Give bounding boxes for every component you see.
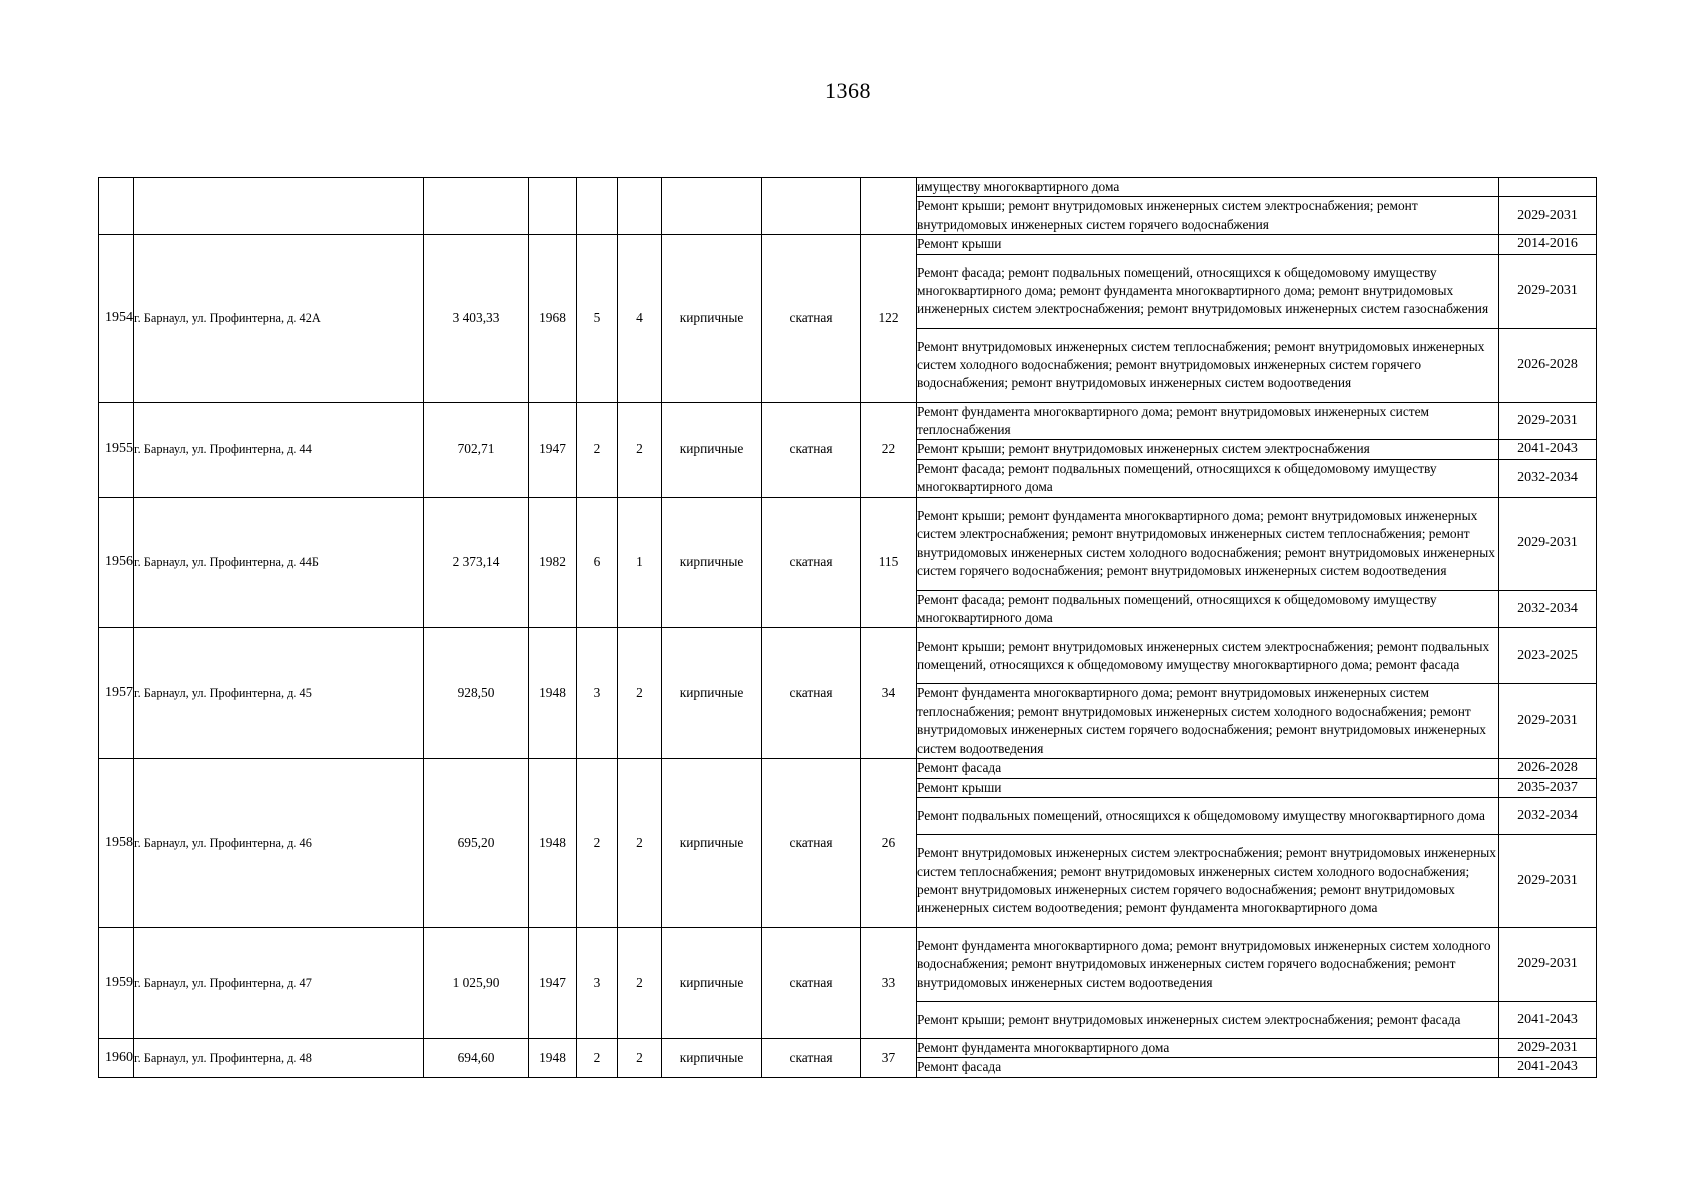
cell-period: 2032-2034 [1499, 797, 1597, 834]
cell-year: 1968 [529, 235, 577, 402]
cell-year [529, 178, 577, 235]
cell-address: г. Барнаул, ул. Профинтерна, д. 48 [134, 1038, 424, 1077]
cell-walls: кирпичные [662, 235, 762, 402]
cell-residents: 34 [861, 628, 917, 759]
cell-period: 2041-2043 [1499, 1001, 1597, 1038]
cell-works: имуществу многоквартирного дома [917, 178, 1499, 197]
cell-works: Ремонт фасада; ремонт подвальных помещений, относящихся к общедомовому имуществу многоквартирного дома [917, 590, 1499, 628]
cell-walls [662, 178, 762, 235]
cell-period: 2029-2031 [1499, 197, 1597, 235]
cell-works: Ремонт крыши; ремонт внутридомовых инженерных систем электроснабжения [917, 440, 1499, 459]
cell-residents: 33 [861, 927, 917, 1038]
cell-address: г. Барнаул, ул. Профинтерна, д. 46 [134, 759, 424, 928]
table-row [99, 497, 1597, 590]
cell-area: 1 025,90 [424, 927, 529, 1038]
cell-address: г. Барнаул, ул. Профинтерна, д. 42А [134, 235, 424, 402]
cell-entrances: 2 [618, 402, 662, 497]
cell-works: Ремонт крыши; ремонт внутридомовых инженерных систем электроснабжения; ремонт подвальных помещений, относящихся к общедомовому имуществу многоквартирного дома; ремонт фасада [917, 628, 1499, 684]
cell-entrances: 2 [618, 628, 662, 759]
table-row-continuation [99, 178, 1597, 197]
capital-repair-table [98, 177, 1597, 1078]
cell-residents: 115 [861, 497, 917, 628]
cell-residents: 26 [861, 759, 917, 928]
cell-index: 1954 [99, 235, 134, 402]
cell-works: Ремонт фундамента многоквартирного дома [917, 1038, 1499, 1057]
cell-residents: 37 [861, 1038, 917, 1077]
cell-period [1499, 178, 1597, 197]
cell-period: 2026-2028 [1499, 328, 1597, 402]
cell-works: Ремонт фасада; ремонт подвальных помещений, относящихся к общедомовому имуществу многоквартирного дома [917, 459, 1499, 497]
cell-residents [861, 178, 917, 235]
cell-year: 1947 [529, 927, 577, 1038]
table-row [99, 927, 1597, 1001]
cell-area: 695,20 [424, 759, 529, 928]
table-row [99, 759, 1597, 778]
cell-area: 702,71 [424, 402, 529, 497]
cell-works: Ремонт подвальных помещений, относящихся к общедомовому имуществу многоквартирного дома [917, 797, 1499, 834]
cell-roof [762, 178, 861, 235]
cell-roof: скатная [762, 628, 861, 759]
cell-area [424, 178, 529, 235]
page-number: 1368 [825, 78, 871, 103]
cell-address: г. Барнаул, ул. Профинтерна, д. 44Б [134, 497, 424, 628]
cell-works: Ремонт фасада [917, 759, 1499, 778]
cell-year: 1948 [529, 628, 577, 759]
cell-area: 694,60 [424, 1038, 529, 1077]
cell-floors [577, 178, 618, 235]
cell-walls: кирпичные [662, 497, 762, 628]
cell-index: 1959 [99, 927, 134, 1038]
cell-roof: скатная [762, 759, 861, 928]
cell-period: 2029-2031 [1499, 834, 1597, 927]
cell-period: 2035-2037 [1499, 778, 1597, 797]
cell-period: 2023-2025 [1499, 628, 1597, 684]
cell-address: г. Барнаул, ул. Профинтерна, д. 47 [134, 927, 424, 1038]
cell-index: 1956 [99, 497, 134, 628]
cell-period: 2029-2031 [1499, 497, 1597, 590]
cell-index [99, 178, 134, 235]
cell-year: 1982 [529, 497, 577, 628]
cell-floors: 6 [577, 497, 618, 628]
cell-floors: 5 [577, 235, 618, 402]
cell-period: 2041-2043 [1499, 440, 1597, 459]
cell-area: 2 373,14 [424, 497, 529, 628]
cell-index: 1957 [99, 628, 134, 759]
cell-entrances: 2 [618, 1038, 662, 1077]
cell-index: 1958 [99, 759, 134, 928]
cell-works: Ремонт крыши; ремонт внутридомовых инженерных систем электроснабжения; ремонт внутридомовых инженерных систем горячего водоснабжения [917, 197, 1499, 235]
cell-roof: скатная [762, 402, 861, 497]
cell-period: 2014-2016 [1499, 235, 1597, 254]
cell-works: Ремонт внутридомовых инженерных систем теплоснабжения; ремонт внутридомовых инженерных систем холодного водоснабжения; ремонт внутридомовых инженерных систем горячего водоснабжения; ремонт внутридомовых инженерных систем водоотведения [917, 328, 1499, 402]
cell-walls: кирпичные [662, 759, 762, 928]
cell-floors: 3 [577, 628, 618, 759]
cell-works: Ремонт фундамента многоквартирного дома; ремонт внутридомовых инженерных систем теплоснабжения; ремонт внутридомовых инженерных систем холодного водоснабжения; ремонт внутридомовых инженерных систем горячего водоснабжения; ремонт внутридомовых инженерных систем водоотведения [917, 684, 1499, 759]
cell-floors: 3 [577, 927, 618, 1038]
cell-period: 2032-2034 [1499, 590, 1597, 628]
cell-period: 2029-2031 [1499, 254, 1597, 328]
cell-roof: скатная [762, 497, 861, 628]
cell-index: 1955 [99, 402, 134, 497]
cell-year: 1947 [529, 402, 577, 497]
cell-roof: скатная [762, 235, 861, 402]
cell-floors: 2 [577, 1038, 618, 1077]
cell-period: 2029-2031 [1499, 1038, 1597, 1057]
cell-year: 1948 [529, 1038, 577, 1077]
cell-period: 2029-2031 [1499, 402, 1597, 440]
cell-works: Ремонт крыши [917, 778, 1499, 797]
cell-entrances: 4 [618, 235, 662, 402]
cell-roof: скатная [762, 1038, 861, 1077]
cell-year: 1948 [529, 759, 577, 928]
cell-period: 2026-2028 [1499, 759, 1597, 778]
cell-walls: кирпичные [662, 628, 762, 759]
cell-entrances [618, 178, 662, 235]
cell-works: Ремонт фасада [917, 1058, 1499, 1077]
cell-period: 2032-2034 [1499, 459, 1597, 497]
cell-area: 928,50 [424, 628, 529, 759]
table-row [99, 628, 1597, 684]
cell-floors: 2 [577, 759, 618, 928]
cell-works: Ремонт фундамента многоквартирного дома; ремонт внутридомовых инженерных систем теплоснабжения [917, 402, 1499, 440]
cell-entrances: 2 [618, 927, 662, 1038]
cell-residents: 122 [861, 235, 917, 402]
cell-entrances: 1 [618, 497, 662, 628]
cell-address: г. Барнаул, ул. Профинтерна, д. 45 [134, 628, 424, 759]
cell-residents: 22 [861, 402, 917, 497]
cell-walls: кирпичные [662, 1038, 762, 1077]
cell-walls: кирпичные [662, 402, 762, 497]
cell-address: г. Барнаул, ул. Профинтерна, д. 44 [134, 402, 424, 497]
cell-walls: кирпичные [662, 927, 762, 1038]
cell-works: Ремонт фасада; ремонт подвальных помещений, относящихся к общедомовому имуществу многоквартирного дома; ремонт фундамента многоквартирного дома; ремонт внутридомовых инженерных систем электроснабжения; ремонт внутридомовых инженерных систем газоснабжения [917, 254, 1499, 328]
cell-entrances: 2 [618, 759, 662, 928]
cell-works: Ремонт внутридомовых инженерных систем электроснабжения; ремонт внутридомовых инженерных систем теплоснабжения; ремонт внутридомовых инженерных систем холодного водоснабжения; ремонт внутридомовых инженерных систем горячего водоснабжения; ремонт внутридомовых инженерных систем водоотведения; ремонт фундамента многоквартирного дома [917, 834, 1499, 927]
cell-address [134, 178, 424, 235]
cell-period: 2029-2031 [1499, 927, 1597, 1001]
cell-area: 3 403,33 [424, 235, 529, 402]
cell-works: Ремонт крыши [917, 235, 1499, 254]
cell-works: Ремонт крыши; ремонт внутридомовых инженерных систем электроснабжения; ремонт фасада [917, 1001, 1499, 1038]
cell-works: Ремонт крыши; ремонт фундамента многоквартирного дома; ремонт внутридомовых инженерных систем электроснабжения; ремонт внутридомовых инженерных систем теплоснабжения; ремонт внутридомовых инженерных систем холодного водоснабжения; ремонт внутридомовых инженерных систем горячего водоснабжения; ремонт внутридомовых инженерных систем водоотведения [917, 497, 1499, 590]
cell-roof: скатная [762, 927, 861, 1038]
table-row [99, 1038, 1597, 1057]
table-row [99, 402, 1597, 440]
table-row [99, 235, 1597, 254]
cell-period: 2029-2031 [1499, 684, 1597, 759]
cell-floors: 2 [577, 402, 618, 497]
cell-period: 2041-2043 [1499, 1058, 1597, 1077]
cell-index: 1960 [99, 1038, 134, 1077]
cell-works: Ремонт фундамента многоквартирного дома; ремонт внутридомовых инженерных систем холодного водоснабжения; ремонт внутридомовых инженерных систем горячего водоснабжения; ремонт внутридомовых инженерных систем водоотведения [917, 927, 1499, 1001]
